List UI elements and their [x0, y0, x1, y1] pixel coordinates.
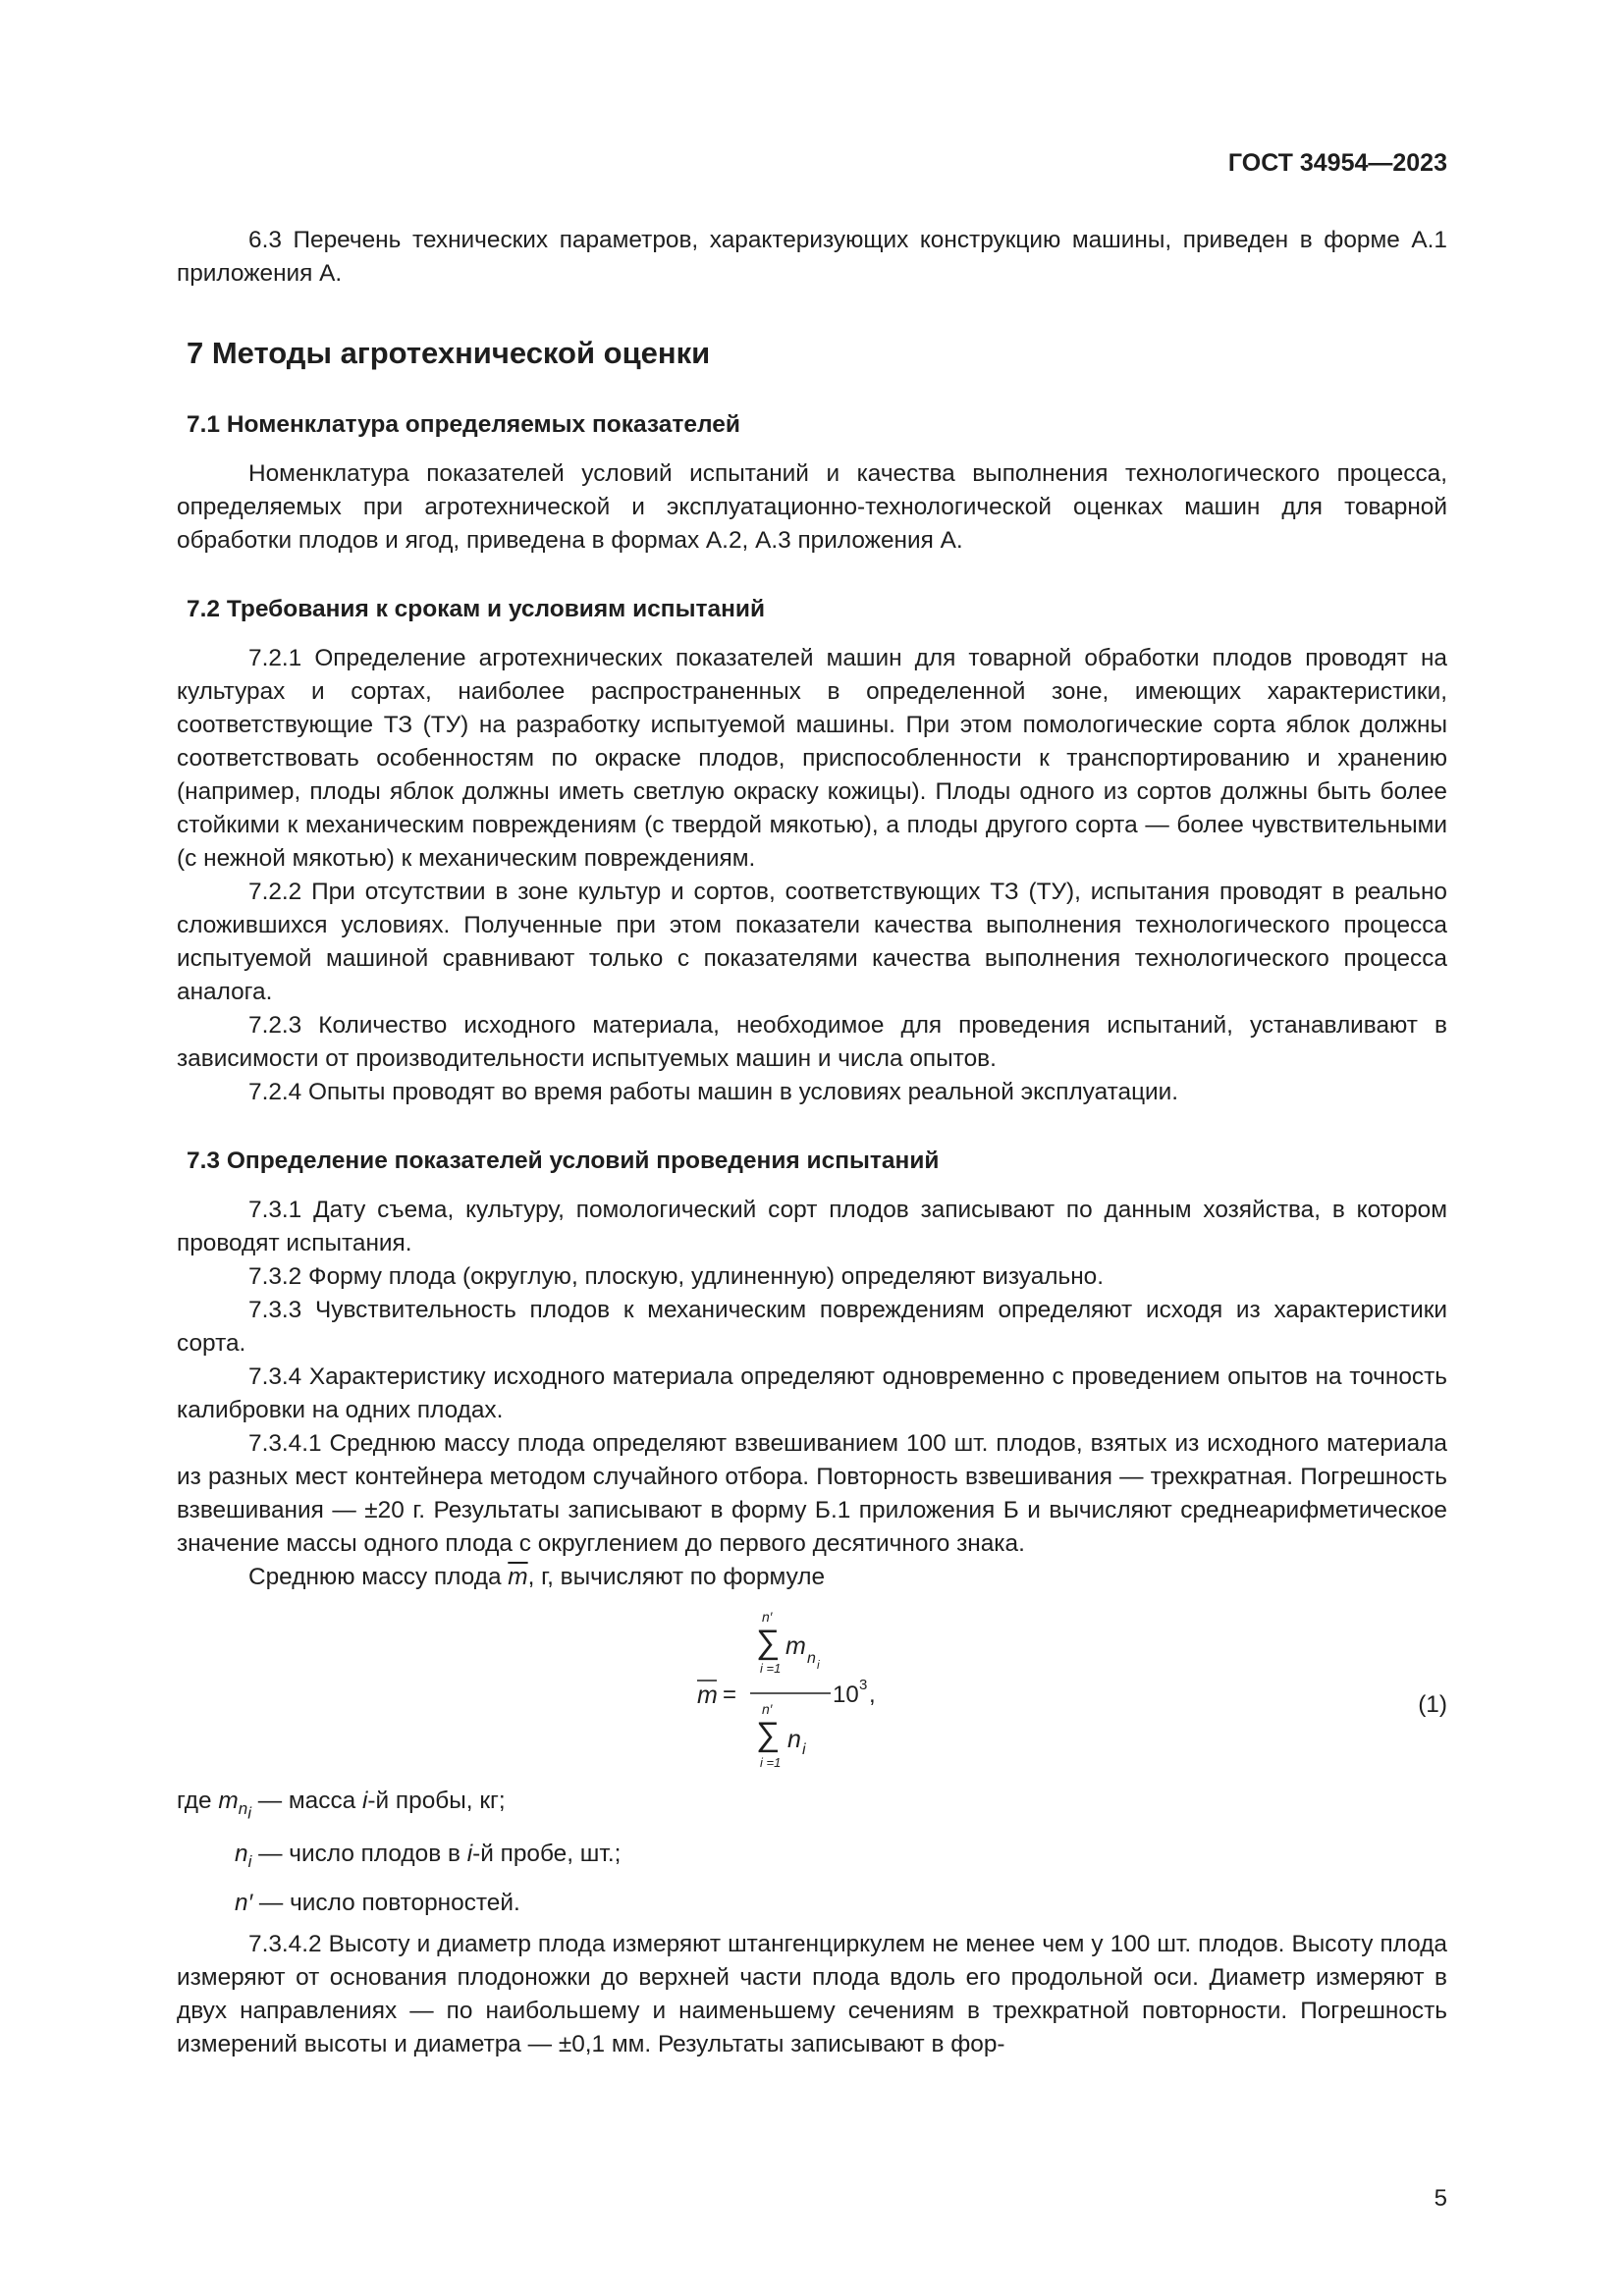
denominator-sub: i	[802, 1741, 806, 1758]
denominator-sum-lower: i =1	[760, 1755, 782, 1770]
formula-equals: =	[723, 1682, 737, 1708]
def-n-text: — число плодов в	[251, 1841, 467, 1868]
formula-intro-text-a: Среднюю массу плода	[248, 1564, 509, 1590]
def-n-var: n	[235, 1841, 248, 1868]
def-m-subsub: i	[247, 1803, 251, 1823]
formula-1-block	[177, 1602, 1447, 1785]
paragraph-7-3-1: 7.3.1 Дату съема, культуру, помологический сорт плодов записывают по данным хозяйства, в котором проводят испытания.	[177, 1197, 1447, 1256]
subsection-7-2-title: 7.2 Требования к срокам и условиям испытаний	[187, 596, 766, 622]
denominator-var: n	[787, 1726, 801, 1753]
document-code: ГОСТ 34954—2023	[1227, 149, 1447, 177]
paragraph-7-1: Номенклатура показателей условий испытаний и качества выполнения технологического процесса, определяемых при агротехнической и эксплуатационно-технологической оценках машин для товарной обработки плодов и ягод, приведена в формах А.2, А.3 приложения А.	[177, 460, 1447, 554]
paragraph-7-2-3: 7.2.3 Количество исходного материала, необходимое для проведения испытаний, устанавливают в зависимости от производительности испытуемых машин и числа опытов.	[177, 1012, 1447, 1072]
def-m-text: — масса	[250, 1788, 362, 1814]
subsection-7-3-title: 7.3 Определение показателей условий проведения испытаний	[187, 1148, 940, 1174]
def-m-tail: -й пробы, кг;	[367, 1788, 506, 1814]
paragraph-7-2-4: 7.2.4 Опыты проводят во время работы машин в условиях реальной эксплуатации.	[248, 1079, 1179, 1105]
formula-lhs: m	[697, 1682, 718, 1709]
formula-trailing-comma: ,	[869, 1682, 876, 1708]
numerator-sigma: ∑	[756, 1624, 781, 1661]
def-m-i: i	[361, 1788, 368, 1814]
denominator-sigma: ∑	[756, 1716, 781, 1753]
paragraph-7-3-3: 7.3.3 Чувствительность плодов к механическим повреждениям определяют исходя из характеристики сорта.	[177, 1297, 1447, 1357]
paragraph-6-3: 6.3 Перечень технических параметров, характеризующих конструкцию машины, приведен в форме А.1 приложения А.	[177, 227, 1447, 287]
mean-mass-formula	[677, 1602, 933, 1785]
numerator-var: m	[785, 1632, 806, 1660]
section-7-title: 7 Методы агротехнической оценки	[187, 336, 711, 370]
formula-intro	[177, 1561, 1447, 1594]
definition-m	[177, 1785, 1447, 1830]
def-n-i: i	[466, 1841, 473, 1868]
subsection-7-1-title: 7.1 Номенклатура определяемых показателей	[187, 411, 740, 438]
paragraph-7-3-2: 7.3.2 Форму плода (округлую, плоскую, удлиненную) определяют визуально.	[248, 1263, 1105, 1290]
definition-n	[177, 1838, 1447, 1879]
paragraph-7-2-1: 7.2.1 Определение агротехнических показателей машин для товарной обработки плодов проводят на культурах и сортах, наиболее распространенных в определенной зоне, имеющих характеристики, соответствующие ТЗ (ТУ) на разработку испытуемой машины. При этом помологические сорта яблок должны соответствовать особенностям по окраске плодов, приспособленности к транспортированию и хранению (например, плоды яблок должны иметь светлую окраску кожицы). Плоды одного из сортов должны быть более стойкими к механическим повреждениям (с твердой мякотью), а плоды другого сорта — более чувствительными (с нежной мякотью) к механическим повреждениям.	[177, 645, 1447, 872]
where-word: где	[177, 1788, 212, 1814]
def-m-sub: n	[238, 1798, 248, 1818]
paragraph-7-3-4-2: 7.3.4.2 Высоту и диаметр плода измеряют штангенциркулем не менее чем у 100 шт. плодов. Высоту плода измеряют от основания плодоножки до верхней части плода вдоль его продольной оси. Диаметр измеряют в двух направлениях — по наибольшему и наименьшему сечениям в трехкратной повторности. Погрешность измерений высоты и диаметра — ±0,1 мм. Результаты записывают в фор-	[177, 1931, 1447, 2058]
formula-intro-var: $\overline{m}$	[508, 1564, 528, 1590]
page-number: 5	[1434, 2185, 1447, 2212]
definition-n-prime	[177, 1887, 1447, 1920]
numerator-subsub: i	[817, 1658, 820, 1672]
paragraph-7-3-4: 7.3.4 Характеристику исходного материала определяют одновременно с проведением опытов на точность калибровки на одних плодах.	[177, 1363, 1447, 1423]
numerator-sub: n	[807, 1650, 816, 1667]
def-n-tail: -й пробе, шт.;	[472, 1841, 622, 1868]
page-body	[177, 224, 1447, 2061]
numerator-sum-upper: n′	[762, 1609, 773, 1625]
formula-factor: 10	[833, 1682, 859, 1708]
def-nprime-var: n′	[235, 1890, 253, 1917]
def-nprime-text: — число повторностей.	[252, 1890, 520, 1917]
paragraph-7-3-4-1: 7.3.4.1 Среднюю массу плода определяют взвешиванием 100 шт. плодов, взятых из исходного материала из разных мест контейнера методом случайного отбора. Повторность взвешивания — трехкратная. Погрешность взвешивания — ±20 г. Результаты записывают в форму Б.1 приложения Б и вычисляют среднеарифметическое значение массы одного плода с округлением до первого десятичного знака.	[177, 1430, 1447, 1557]
formula-definitions	[177, 1785, 1447, 1920]
def-m-var: m	[218, 1788, 239, 1814]
def-n-sub: i	[247, 1852, 252, 1872]
numerator-sum-lower: i =1	[760, 1661, 782, 1676]
formula-number: (1)	[1418, 1691, 1447, 1718]
denominator-sum-upper: n′	[762, 1701, 773, 1717]
formula-exponent: 3	[859, 1677, 868, 1693]
formula-intro-text-b: , г, вычисляют по формуле	[527, 1564, 826, 1590]
paragraph-7-2-2: 7.2.2 При отсутствии в зоне культур и сортов, соответствующих ТЗ (ТУ), испытания проводят в реально сложившихся условиях. Полученные при этом показатели качества выполнения технологического процесса испытуемой машиной сравнивают только с показателями качества выполнения технологического процесса аналога.	[177, 879, 1447, 1005]
